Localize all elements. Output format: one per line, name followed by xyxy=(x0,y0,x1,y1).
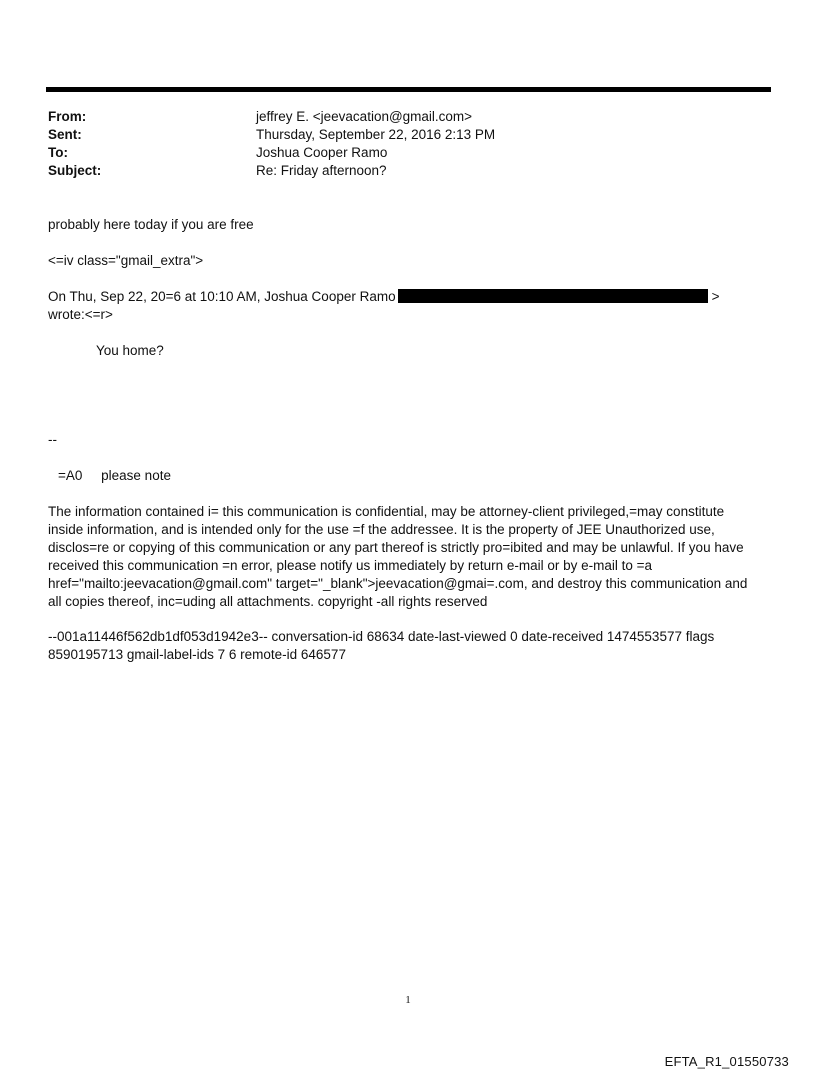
quote-intro-wrote: wrote:<=r> xyxy=(48,307,113,322)
subject-label: Subject: xyxy=(48,163,102,178)
sent-value: Thursday, September 22, 2016 2:13 PM xyxy=(256,127,496,142)
page-number: 1 xyxy=(405,994,411,1006)
quote-intro-bracket: > xyxy=(711,289,720,304)
subject-row xyxy=(48,162,748,180)
message-metadata xyxy=(48,628,768,664)
quote-intro xyxy=(48,288,720,306)
disclaimer-line: href="mailto:jeevacation@gmail.com" target="_blank">jeevacation@gmai=.com, and destroy this communication and xyxy=(48,576,748,591)
please-note: =A0 please note xyxy=(58,468,171,483)
to-value: Joshua Cooper Ramo xyxy=(256,145,388,160)
to-row xyxy=(48,144,748,162)
disclaimer-line: disclos=re or copying of this communication or any part thereof is strictly pro=ibited and may be unlawful. If you have xyxy=(48,540,744,555)
from-row xyxy=(48,108,748,126)
email-header xyxy=(48,108,748,180)
disclaimer-line: inside information, and is intended only for the use =f the addressee. It is the property of JEE Unauthorized use, xyxy=(48,522,715,537)
disclaimer xyxy=(48,503,768,611)
sent-row xyxy=(48,126,748,144)
redaction-block xyxy=(398,289,708,303)
metadata-line: --001a11446f562db1df053d1942e3-- conversation-id 68634 date-last-viewed 0 date-received 1474553577 flags xyxy=(48,629,715,644)
header-rule xyxy=(46,87,771,92)
quote-intro-text: On Thu, Sep 22, 20=6 at 10:10 AM, Joshua Cooper Ramo xyxy=(48,289,396,304)
quoted-message: You home? xyxy=(96,343,164,358)
from-value: jeffrey E. <jeevacation@gmail.com> xyxy=(256,109,473,124)
disclaimer-line: all copies thereof, inc=uding all attachments. copyright -all rights reserved xyxy=(48,594,488,609)
body-line-reply: probably here today if you are free xyxy=(48,217,254,232)
sent-label: Sent: xyxy=(48,127,82,142)
from-label: From: xyxy=(48,109,87,124)
subject-value: Re: Friday afternoon? xyxy=(256,163,387,178)
to-label: To: xyxy=(48,145,68,160)
disclaimer-line: The information contained i= this communication is confidential, may be attorney-client privileged,=may constitute xyxy=(48,504,725,519)
disclaimer-line: received this communication =n error, please notify us immediately by return e-mail or by e-mail to =a xyxy=(48,558,653,573)
metadata-line: 8590195713 gmail-label-ids 7 6 remote-id 646577 xyxy=(48,647,346,662)
document-id: EFTA_R1_01550733 xyxy=(664,1054,789,1069)
body-line-html-fragment: <=iv class="gmail_extra"> xyxy=(48,253,204,268)
signature-separator: -- xyxy=(48,432,57,447)
